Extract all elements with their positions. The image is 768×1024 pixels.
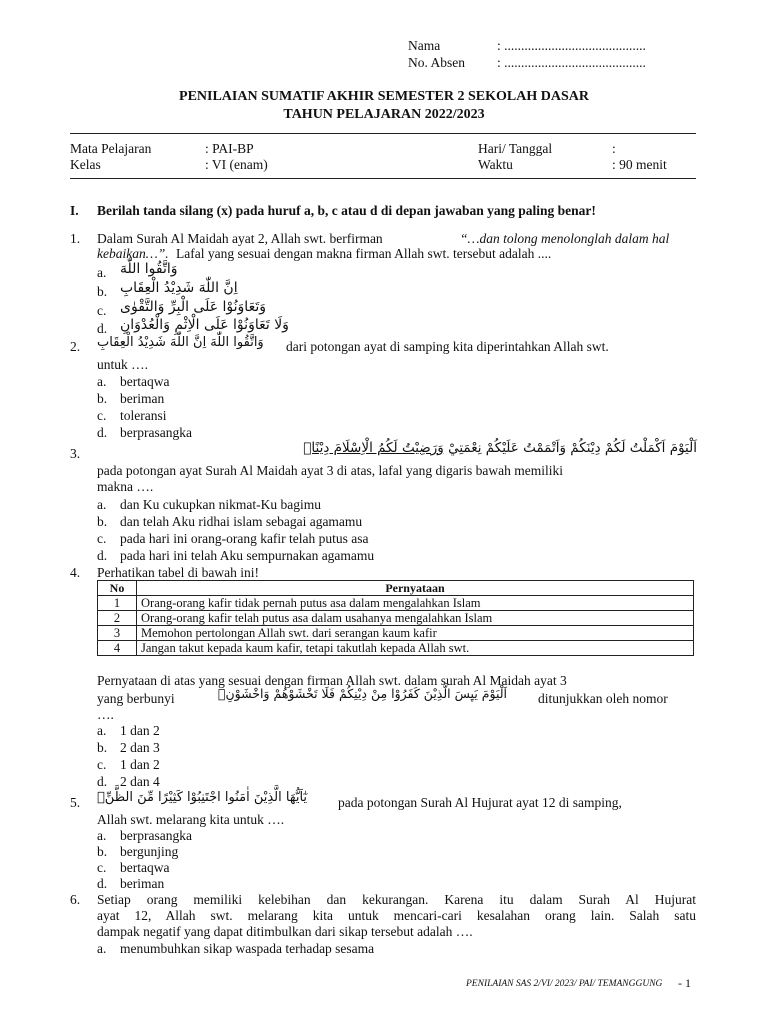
table-row [98, 626, 694, 641]
table-header-statement: Pernyataan [137, 581, 694, 596]
class-label: Kelas [70, 157, 101, 172]
question-number: 2. [70, 339, 81, 354]
footer-text: PENILAIAN SAS 2/VI/ 2023/ PAI/ TEMANGGUNG [466, 979, 663, 989]
page-number: - 1 [678, 976, 691, 990]
table-cell-no: 4 [98, 641, 137, 656]
option-d-letter[interactable]: d. [97, 425, 108, 440]
option-a-text[interactable]: menumbuhkan sikap waspada terhadap sesama [120, 941, 375, 956]
question-number: 4. [70, 565, 81, 580]
question-number: 3. [70, 446, 81, 461]
question-number: 5. [70, 795, 81, 810]
exam-title: PENILAIAN SUMATIF AKHIR SEMESTER 2 SEKOLAH DASAR [179, 89, 589, 104]
option-c-arabic[interactable]: وَتَعَاوَنُوْا عَلَى الْبِرِّ وَالتَّقْوٰى [120, 299, 266, 315]
option-a-text[interactable]: 1 dan 2 [120, 723, 160, 738]
option-c-text[interactable]: 1 dan 2 [120, 757, 160, 772]
question-quote: “…dan tolong menolonglah dalam hal [460, 231, 670, 246]
option-a-letter[interactable]: a. [97, 828, 107, 843]
follow-text: Pernyataan di atas yang sesuai dengan firman Allah swt. dalam surah Al Maidah ayat 3 [97, 673, 567, 688]
option-d-text[interactable]: berprasangka [120, 425, 192, 440]
question-text: Perhatikan tabel di bawah ini! [97, 565, 259, 580]
option-b-text[interactable]: 2 dan 3 [120, 740, 160, 755]
table-cell-no: 2 [98, 611, 137, 626]
table-cell-statement: Memohon pertolongan Allah swt. dari serangan kaum kafir [137, 626, 694, 641]
option-a-letter[interactable]: a. [97, 723, 107, 738]
date-label: Hari/ Tanggal [478, 141, 553, 156]
follow-text-b: yang berbunyi [97, 691, 175, 706]
option-a-letter[interactable]: a. [97, 374, 107, 389]
question-text-cont: Allah swt. melarang kita untuk …. [97, 812, 285, 827]
table-header-row [98, 581, 694, 596]
option-a-text[interactable]: dan Ku cukupkan nikmat-Ku bagimu [120, 497, 321, 512]
option-b-letter[interactable]: b. [97, 740, 108, 755]
question-text: dari potongan ayat di samping kita diperintahkan Allah swt. [286, 339, 609, 354]
question-text-cont: untuk …. [97, 357, 149, 372]
question-text: pada potongan Surah Al Hujurat ayat 12 di samping, [338, 795, 622, 810]
table-row [98, 596, 694, 611]
option-d-letter[interactable]: d. [97, 876, 108, 891]
option-c-letter[interactable]: c. [97, 408, 107, 423]
option-d-arabic[interactable]: وَلَا تَعَاوَنُوْا عَلَى الْاِثْمِ وَالْعُدْوَانِ [120, 317, 289, 333]
statement-table [97, 580, 694, 656]
option-a-letter[interactable]: a. [97, 265, 107, 280]
option-b-arabic[interactable]: اِنَّ اللّٰهَ شَدِيْدُ الْعِقَابِ [120, 280, 238, 296]
option-b-text[interactable]: beriman [120, 391, 165, 406]
question-number: 6. [70, 892, 81, 907]
option-d-text[interactable]: beriman [120, 876, 165, 891]
arabic-plain: اَلْيَوْمَ اَكْمَلْتُ لَكُمْ دِيْنَكُمْ وَاَتْمَمْتُ عَلَيْكُمْ نِعْمَتِيْ [448, 440, 697, 456]
table-cell-no: 1 [98, 596, 137, 611]
option-b-text[interactable]: dan telah Aku ridhai islam sebagai agamamu [120, 514, 363, 529]
option-b-letter[interactable]: b. [97, 514, 108, 529]
option-b-letter[interactable]: b. [97, 844, 108, 859]
question-text: pada potongan ayat Surah Al Maidah ayat 3 di atas, lafal yang digaris bawah memiliki [97, 463, 563, 478]
option-c-text[interactable]: bertaqwa [120, 860, 170, 875]
question-quote-end: kebaikan…”. [97, 246, 169, 261]
question-line-3: dampak negatif yang dapat ditimbulkan dari sikap tersebut adalah …. [97, 924, 473, 939]
option-c-text[interactable]: toleransi [120, 408, 167, 423]
option-b-letter[interactable]: b. [97, 284, 108, 299]
subject-label: Mata Pelajaran [70, 141, 152, 156]
table-cell-statement: Orang-orang kafir tidak pernah putus asa dalam mengalahkan Islam [137, 596, 694, 611]
class-value: : VI (enam) [205, 157, 268, 172]
option-c-letter[interactable]: c. [97, 303, 107, 318]
section-instruction: Berilah tanda silang (x) pada huruf a, b, c atau d di depan jawaban yang paling benar! [97, 203, 596, 218]
follow-text-d: …. [97, 707, 114, 722]
exam-year: TAHUN PELAJARAN 2022/2023 [283, 107, 485, 122]
time-value: : 90 menit [612, 157, 667, 172]
follow-arabic: اَلْيَوْمَ يَىِٕسَ الَّذِيْنَ كَفَرُوْا مِنْ دِيْنِكُمْ فَلَا تَخْشَوْهُمْ وَاخْشَوْنِۗ [218, 686, 508, 701]
option-a-text[interactable]: bertaqwa [120, 374, 170, 389]
date-value: : [612, 141, 616, 156]
absen-field[interactable]: : .......................................... [497, 55, 646, 70]
question-line-2: ayat 12, Allah swt. melarang kita untuk mencari-cari kesalahan orang lain. Salah satu [97, 908, 696, 923]
option-a-text[interactable]: berprasangka [120, 828, 192, 843]
section-number: I. [70, 203, 79, 218]
arabic-underlined: وَرَضِيْتُ لَكُمُ الْاِسْلَامَ دِيْنًاۗ [303, 440, 444, 456]
option-a-letter[interactable]: a. [97, 941, 107, 956]
name-field[interactable]: : .......................................... [497, 38, 646, 53]
option-c-letter[interactable]: c. [97, 531, 107, 546]
option-a-letter[interactable]: a. [97, 497, 107, 512]
option-c-text[interactable]: pada hari ini orang-orang kafir telah putus asa [120, 531, 369, 546]
option-d-text[interactable]: pada hari ini telah Aku sempurnakan agamamu [120, 548, 375, 563]
question-arabic: وَاتَّقُوا اللّٰهَ اِنَّ اللّٰهَ شَدِيْدُ الْعِقَابِ [97, 335, 264, 350]
option-c-letter[interactable]: c. [97, 757, 107, 772]
question-text: Dalam Surah Al Maidah ayat 2, Allah swt. berfirman [97, 231, 383, 246]
option-b-text[interactable]: bergunjing [120, 844, 179, 859]
question-line-1: Setiap orang memiliki kelebihan dan kekurangan. Karena itu dalam Surah Al Hujurat [97, 892, 696, 907]
table-cell-statement: Jangan takut kepada kaum kafir, tetapi takutlah kepada Allah swt. [137, 641, 694, 656]
option-d-letter[interactable]: d. [97, 321, 108, 336]
table-cell-no: 3 [98, 626, 137, 641]
time-label: Waktu [478, 157, 513, 172]
option-d-text[interactable]: 2 dan 4 [120, 774, 160, 789]
question-text-cont: Lafal yang sesuai dengan makna firman Allah swt. tersebut adalah .... [176, 246, 552, 261]
option-c-letter[interactable]: c. [97, 860, 107, 875]
question-text-cont: makna …. [97, 479, 154, 494]
table-header-no: No [98, 581, 137, 596]
subject-value: : PAI-BP [205, 141, 254, 156]
table-row [98, 641, 694, 656]
follow-text-c: ditunjukkan oleh nomor [538, 691, 668, 706]
question-number: 1. [70, 231, 81, 246]
question-arabic: يٰٓاَيُّهَا الَّذِيْنَ اٰمَنُوا اجْتَنِبُوْا كَثِيْرًا مِّنَ الظَّنِّۖ [97, 790, 308, 805]
divider-bottom [70, 178, 696, 179]
option-d-letter[interactable]: d. [97, 774, 108, 789]
divider-top [70, 133, 696, 134]
option-d-letter[interactable]: d. [97, 548, 108, 563]
name-label: Nama [408, 38, 441, 53]
option-a-arabic[interactable]: وَاتَّقُوا اللّٰهَ [120, 261, 178, 277]
option-b-letter[interactable]: b. [97, 391, 108, 406]
question-arabic [97, 440, 697, 456]
table-row [98, 611, 694, 626]
absen-label: No. Absen [408, 55, 465, 70]
table-cell-statement: Orang-orang kafir telah putus asa dalam usahanya mengalahkan Islam [137, 611, 694, 626]
